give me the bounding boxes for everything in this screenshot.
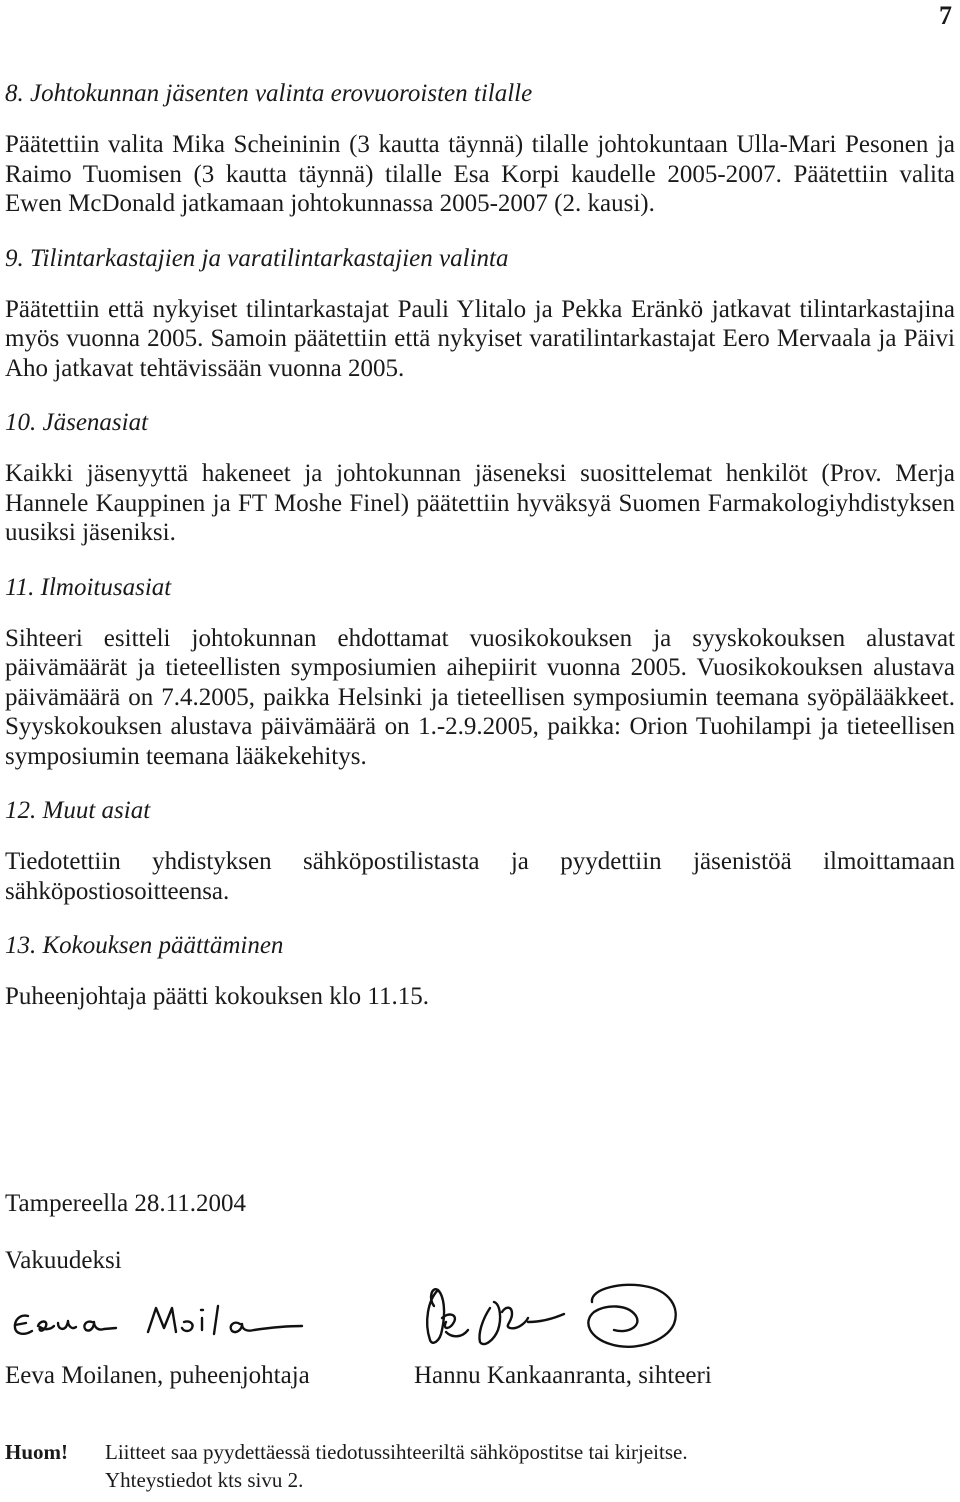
place-and-date: Tampereella 28.11.2004: [5, 1190, 246, 1217]
section-text: Tiedotettiin yhdistyksen sähköpostilistasta ja pyydettiin jäsenistöä ilmoittamaan sähköpostiosoitteensa.: [5, 848, 955, 905]
section-9: [5, 243, 955, 384]
section-8: [5, 78, 955, 219]
note-line: Liitteet saa pyydettäessä tiedotussihteeriltä sähköpostitse tai kirjeitse.: [105, 1440, 688, 1464]
secretary-name: Hannu Kankaanranta, sihteeri: [414, 1362, 712, 1389]
section-11: [5, 572, 955, 772]
minutes-body: [5, 78, 955, 1036]
section-text: Päätettiin että nykyiset tilintarkastajat Pauli Ylitalo ja Pekka Eränkö jatkavat tilintarkastajina myös vuonna 2005. Samoin päätettiin että nykyiset varatilintarkastajat Eero Mervaala ja Päivi Aho jatkavat tehtävissään vuonna 2005.: [5, 295, 955, 382]
section-heading: 10. Jäsenasiat: [5, 409, 149, 436]
section-12: [5, 795, 955, 906]
page-number: 7: [939, 1, 952, 30]
note-line: Yhteystiedot kts sivu 2.: [105, 1468, 304, 1492]
section-heading: 9. Tilintarkastajien ja varatilintarkastajien valinta: [5, 244, 509, 272]
secretary-signature: [414, 1282, 684, 1354]
section-text: Sihteeri esitteli johtokunnan ehdottamat vuosikokouksen ja syyskokouksen alustavat päivämäärät ja tieteellisten symposiumien aihepiirit vuonna 2005. Vuosikokouksen alustava päivämäärä on 7.4.2005, paikka Helsinki ja tieteellisen symposiumin teemana syöpälääkkeet. Syyskokouksen alustava päivämäärä on 1.-2.9.2005, paikka: Orion Tuohilampi ja tieteellisen symposiumin teemana lääkekehitys.: [5, 624, 955, 770]
note-label: Huom!: [5, 1440, 68, 1464]
section-heading: 8. Johtokunnan jäsenten valinta erovuoroisten tilalle: [5, 80, 533, 107]
section-text: Kaikki jäsenyyttä hakeneet ja johtokunnan jäseneksi suosittelemat henkilöt (Prov. Merja Hannele Kauppinen ja FT Moshe Finel) päätettiin hyväksyä Suomen Farmakologiyhdistyksen uusiksi jäseniksi.: [5, 460, 955, 546]
section-text: Puheenjohtaja päätti kokouksen klo 11.15.: [5, 983, 429, 1010]
certification-label: Vakuudeksi: [5, 1247, 122, 1274]
section-heading: 13. Kokouksen päättäminen: [5, 932, 284, 959]
section-text: Päätettiin valita Mika Scheininin (3 kautta täynnä) tilalle johtokuntaan Ulla-Mari Pesonen ja Raimo Tuomisen (3 kautta täynnä) tilalle Esa Korpi kaudelle 2005-2007. Päätettiin valita Ewen McDonald jatkamaan johtokunnassa 2005-2007 (2. kausi).: [5, 131, 955, 217]
chair-name: Eeva Moilanen, puheenjohtaja: [5, 1362, 310, 1389]
section-heading: 11. Ilmoitusasiat: [5, 573, 172, 601]
section-heading: 12. Muut asiat: [5, 797, 151, 824]
section-13: [5, 930, 955, 1012]
section-10: [5, 407, 955, 548]
chair-signature: [6, 1296, 306, 1346]
attachments-note: [5, 1438, 688, 1494]
